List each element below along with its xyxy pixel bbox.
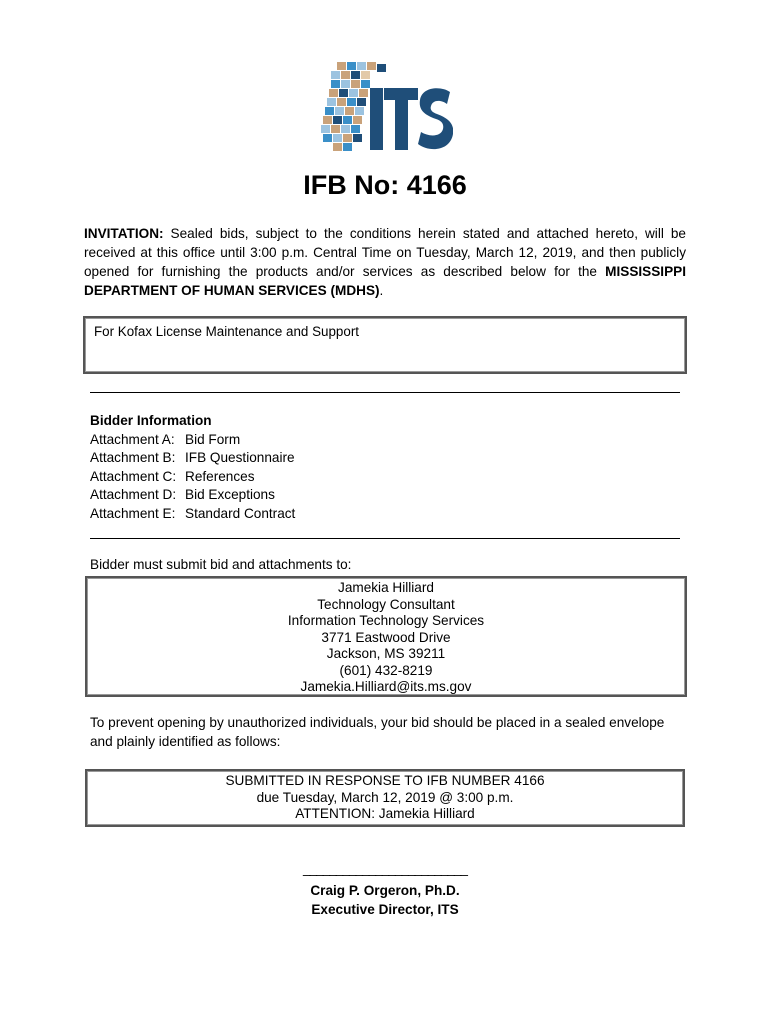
attachment-key: Attachment E: — [90, 505, 176, 521]
divider — [90, 392, 680, 393]
invitation-end: . — [379, 283, 384, 298]
invitation-paragraph — [84, 224, 686, 300]
attachments-list — [90, 412, 295, 523]
attachment-row — [90, 449, 295, 468]
envelope-line-1: SUBMITTED IN RESPONSE TO IFB NUMBER 4166 — [225, 773, 545, 788]
attachment-key: Attachment C: — [90, 468, 177, 484]
attachment-value: Bid Form — [185, 431, 241, 447]
attachment-row — [90, 486, 295, 505]
contact-name: Jamekia Hilliard — [338, 580, 434, 595]
description-box — [83, 316, 687, 374]
invitation-label: INVITATION: — [84, 226, 164, 241]
its-logo — [318, 62, 453, 154]
envelope-instructions: To prevent opening by unauthorized individuals, your bid should be placed in a sealed envelope and plainly identified as follows: — [90, 715, 665, 749]
attachment-key: Attachment A: — [90, 431, 175, 447]
description-text: For Kofax License Maintenance and Support — [94, 324, 360, 339]
attachment-key: Attachment B: — [90, 450, 176, 465]
attachments-heading: Bidder Information — [90, 413, 212, 428]
signature-line: _________________________ — [302, 861, 467, 876]
attachment-value: References — [185, 468, 255, 484]
envelope-label-box — [85, 769, 685, 827]
contact-city: Jackson, MS 39211 — [326, 646, 446, 661]
page-title: IFB No: 4166 — [303, 170, 467, 200]
invitation-text: Sealed bids, subject to the conditions herein stated and attached hereto, will be received at this office until 3:00 p.m. Central Time on Tuesday, March 12, 2019, and then publicly opened for furnishing the products and/or services as described below for the — [84, 226, 686, 279]
contact-title: Technology Consultant — [317, 596, 455, 612]
contact-phone: (601) 432-8219 — [339, 662, 433, 678]
attachment-key: Attachment D: — [90, 487, 177, 502]
attachment-value: Standard Contract — [185, 505, 296, 521]
attachment-row — [90, 505, 295, 524]
contact-org: Information Technology Services — [287, 613, 485, 628]
signer-name: Craig P. Orgeron, Ph.D. — [310, 883, 460, 898]
contact-box — [85, 576, 687, 697]
envelope-line-3: ATTENTION: Jamekia Hilliard — [295, 806, 475, 821]
submission-intro: Bidder must submit bid and attachments to: — [90, 557, 352, 572]
contact-email: Jamekia.Hilliard@its.ms.gov — [300, 679, 472, 694]
attachment-value: IFB Questionnaire — [185, 450, 295, 465]
contact-street: 3771 Eastwood Drive — [321, 629, 451, 645]
attachment-row — [90, 431, 295, 450]
divider — [90, 538, 680, 539]
signer-title: Executive Director, ITS — [311, 902, 459, 917]
envelope-line-2: due Tuesday, March 12, 2019 @ 3:00 p.m. — [256, 789, 514, 805]
attachment-value: Bid Exceptions — [185, 487, 275, 502]
signature-block — [0, 881, 770, 919]
agency-name: MISSISSIPPI DEPARTMENT OF HUMAN SERVICES (MDHS) — [84, 264, 686, 298]
attachment-row — [90, 468, 295, 487]
its-wordmark — [370, 88, 453, 150]
